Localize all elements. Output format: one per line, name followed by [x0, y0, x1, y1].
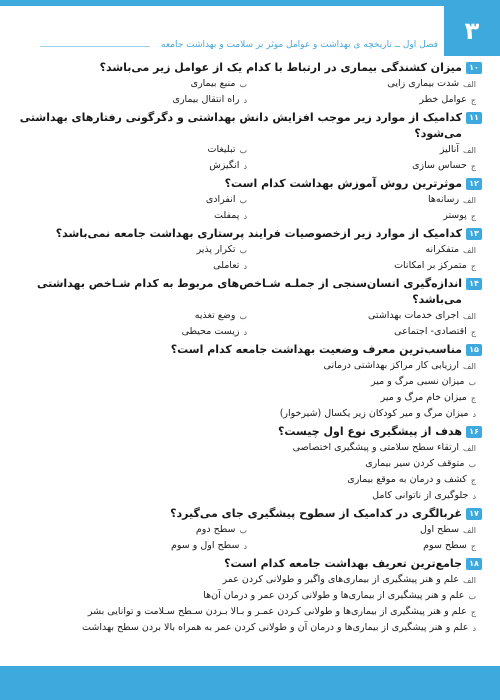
option-letter: ب	[468, 378, 476, 387]
question-text: کدامیک از موارد زیر ازخصوصیات فرایند پرستاری بهداشت جامعه نمی‌باشد؟	[55, 227, 462, 240]
question-item	[18, 110, 482, 174]
question-number: ۱۳	[466, 228, 482, 240]
option-letter: ج	[470, 262, 476, 271]
question-heading	[18, 276, 482, 308]
option-letter: د	[243, 212, 247, 221]
option-letter: الف	[463, 444, 476, 453]
answer-option[interactable]	[18, 472, 476, 488]
answer-option[interactable]	[247, 142, 476, 158]
answer-option[interactable]	[247, 538, 476, 554]
answer-option[interactable]	[247, 242, 476, 258]
question-heading	[18, 176, 482, 192]
question-number: ۱۵	[466, 344, 482, 356]
answer-options	[18, 76, 482, 108]
option-letter: ج	[470, 162, 476, 171]
answer-option[interactable]	[18, 324, 247, 340]
question-text: میزان کشندگی بیماری در ارتباط با کدام یک از عوامل زیر می‌باشد؟	[99, 61, 462, 74]
option-text: کشف و درمان به موقع بیماری	[347, 474, 467, 485]
option-letter: ب	[239, 312, 247, 321]
answer-option[interactable]	[18, 620, 476, 636]
question-number: ۱۴	[466, 278, 482, 290]
answer-option[interactable]	[18, 604, 476, 620]
option-text: علم و هنر پیشگیری از بیماری‌های واگیر و طولانی کردن عمر	[222, 574, 460, 585]
question-heading	[18, 424, 482, 440]
option-text: آنالیز	[439, 144, 460, 155]
option-text: انگیزش	[209, 160, 240, 171]
answer-options	[18, 440, 482, 504]
question-text: موثرترین روش آموزش بهداشت کدام است؟	[224, 177, 462, 190]
option-letter: ج	[470, 212, 476, 221]
option-text: شدت بیماری زایی	[387, 78, 460, 89]
question-text: کدامیک از موارد زیر موجب افزایش دانش بهداشتی و دگرگونی رفتارهای بهداشتی می‌شود؟	[19, 111, 462, 140]
option-text: حساس سازی	[412, 160, 467, 171]
answer-options	[18, 358, 482, 422]
option-text: علم و هنر پیشگیری از بیماری‌ها و طولانی کـردن عمـر و بـالا بـردن سـطح سـلامت و توانایی بشر	[87, 606, 467, 617]
question-item	[18, 276, 482, 340]
answer-option[interactable]	[18, 374, 476, 390]
answer-options	[18, 242, 482, 274]
option-text: میزان خام مرگ و میر	[380, 392, 467, 403]
option-letter: د	[472, 492, 476, 501]
option-letter: ج	[470, 328, 476, 337]
answer-option[interactable]	[18, 208, 247, 224]
option-text: سطح دوم	[195, 524, 236, 535]
option-letter: د	[243, 328, 247, 337]
option-text: عوامل خطر	[419, 94, 467, 105]
option-letter: ب	[239, 526, 247, 535]
question-number: ۱۲	[466, 178, 482, 190]
option-text: تکرار پذیر	[196, 244, 236, 255]
answer-option[interactable]	[18, 588, 476, 604]
answer-options	[18, 308, 482, 340]
header-divider	[40, 46, 150, 47]
option-text: زیست محیطی	[181, 326, 240, 337]
option-text: انفرادی	[205, 194, 236, 205]
answer-option[interactable]	[247, 92, 476, 108]
question-list	[18, 60, 482, 638]
option-text: متوقف کردن سیر بیماری	[365, 458, 465, 469]
option-letter: الف	[463, 362, 476, 371]
option-letter: ب	[239, 80, 247, 89]
page-number: ۳	[444, 6, 500, 56]
answer-option[interactable]	[18, 572, 476, 588]
answer-option[interactable]	[18, 192, 247, 208]
answer-option[interactable]	[18, 522, 247, 538]
answer-option[interactable]	[247, 158, 476, 174]
answer-option[interactable]	[247, 308, 476, 324]
question-item	[18, 176, 482, 224]
answer-option[interactable]	[18, 76, 247, 92]
question-item	[18, 60, 482, 108]
answer-option[interactable]	[247, 192, 476, 208]
answer-option[interactable]	[18, 538, 247, 554]
option-letter: ب	[239, 246, 247, 255]
option-text: جلوگیری از ناتوانی کامل	[372, 490, 469, 501]
question-text: غربالگری در کدامیک از سطوح پیشگیری جای می‌گیرد؟	[170, 507, 462, 520]
option-letter: ج	[470, 542, 476, 551]
option-letter: ج	[470, 476, 476, 485]
answer-option[interactable]	[247, 76, 476, 92]
question-item	[18, 506, 482, 554]
answer-option[interactable]	[18, 406, 476, 422]
question-text: مناسب‌ترین معرف وضعیت بهداشت جامعه کدام است؟	[170, 343, 462, 356]
option-letter: الف	[463, 80, 476, 89]
answer-option[interactable]	[247, 258, 476, 274]
answer-option[interactable]	[247, 522, 476, 538]
option-text: راه انتقال بیماری	[172, 94, 240, 105]
question-item	[18, 342, 482, 422]
option-text: پوستر	[443, 210, 467, 221]
option-text: ارتقاء سطح سلامتی و پیشگیری اختصاصی	[292, 442, 460, 453]
answer-option[interactable]	[18, 488, 476, 504]
option-letter: الف	[463, 576, 476, 585]
option-text: اقتصادی- اجتماعی	[394, 326, 467, 337]
option-text: سطح سوم	[423, 540, 467, 551]
option-letter: د	[243, 542, 247, 551]
option-text: ارزیابی کار مراکز بهداشتی درمانی	[323, 360, 460, 371]
option-letter: ب	[468, 460, 476, 469]
question-heading	[18, 556, 482, 572]
answer-option[interactable]	[18, 390, 476, 406]
option-letter: الف	[463, 526, 476, 535]
question-number: ۱۱	[466, 112, 482, 124]
answer-options	[18, 142, 482, 174]
question-text: جامع‌ترین تعریف بهداشت جامعه کدام است؟	[224, 557, 462, 570]
option-letter: الف	[463, 312, 476, 321]
running-title: فصل اول ــ تاریخچه ی بهداشت و عوامل موثر بر سلامت و بهداشت جامعه	[161, 40, 438, 50]
answer-option[interactable]	[18, 456, 476, 472]
answer-option[interactable]	[18, 358, 476, 374]
answer-option[interactable]	[18, 440, 476, 456]
question-item	[18, 556, 482, 636]
option-letter: د	[472, 624, 476, 633]
option-text: میزان نسبی مرگ و میر	[371, 376, 465, 387]
option-letter: ب	[468, 592, 476, 601]
answer-options	[18, 572, 482, 636]
option-letter: ج	[470, 608, 476, 617]
question-text: هدف از پیشگیری نوع اول چیست؟	[278, 425, 462, 438]
answer-option[interactable]	[247, 324, 476, 340]
answer-options	[18, 192, 482, 224]
option-text: سطح اول	[420, 524, 460, 535]
question-item	[18, 424, 482, 504]
page-header	[0, 6, 500, 60]
question-number: ۱۶	[466, 426, 482, 438]
option-letter: الف	[463, 146, 476, 155]
question-item	[18, 226, 482, 274]
answer-option[interactable]	[18, 258, 247, 274]
option-letter: د	[243, 262, 247, 271]
answer-option[interactable]	[18, 92, 247, 108]
option-letter: الف	[463, 196, 476, 205]
option-letter: ب	[239, 196, 247, 205]
option-text: علم و هنر پیشگیری از بیماری‌ها و طولانی کردن عمر و درمان آن‌ها	[203, 590, 465, 601]
option-text: تبلیغات	[207, 144, 236, 155]
question-heading	[18, 60, 482, 76]
option-letter: الف	[463, 246, 476, 255]
question-text: اندازه‌گیری انسان‌سنجی از جملـه شـاخص‌های مربوط به کدام شـاخص بهداشتی می‌باشد؟	[37, 277, 462, 306]
option-letter: د	[243, 96, 247, 105]
question-heading	[18, 342, 482, 358]
option-text: متمرکز بر امکانات	[394, 260, 467, 271]
option-text: رسانه‌ها	[427, 194, 460, 205]
answer-option[interactable]	[18, 158, 247, 174]
option-letter: د	[243, 162, 247, 171]
option-letter: د	[472, 410, 476, 419]
option-letter: ج	[470, 394, 476, 403]
option-text: متفکرانه	[425, 244, 460, 255]
question-number: ۱۷	[466, 508, 482, 520]
answer-option[interactable]	[247, 208, 476, 224]
answer-option[interactable]	[18, 142, 247, 158]
option-text: وضع تغذیه	[194, 310, 236, 321]
question-heading	[18, 226, 482, 242]
answer-option[interactable]	[18, 242, 247, 258]
question-number: ۱۰	[466, 62, 482, 74]
option-text: سطح اول و سوم	[171, 540, 240, 551]
option-text: علم و هنر پیشگیری از بیماری‌ها و درمان آن و طولانی کردن عمر به همراه بالا بردن سطح بهداشت	[82, 622, 469, 633]
question-heading	[18, 506, 482, 522]
option-letter: ب	[239, 146, 247, 155]
option-letter: ج	[470, 96, 476, 105]
option-text: تعاملی	[213, 260, 240, 271]
option-text: منبع بیماری	[190, 78, 236, 89]
answer-options	[18, 522, 482, 554]
option-text: پمفلت	[214, 210, 240, 221]
question-number: ۱۸	[466, 558, 482, 570]
option-text: میزان مرگ و میر کودکان زیر یکسال (شیرخوار)	[279, 408, 469, 419]
bottom-bar	[0, 666, 500, 700]
question-heading	[18, 110, 482, 142]
option-text: اجرای خدمات بهداشتی	[367, 310, 460, 321]
answer-option[interactable]	[18, 308, 247, 324]
